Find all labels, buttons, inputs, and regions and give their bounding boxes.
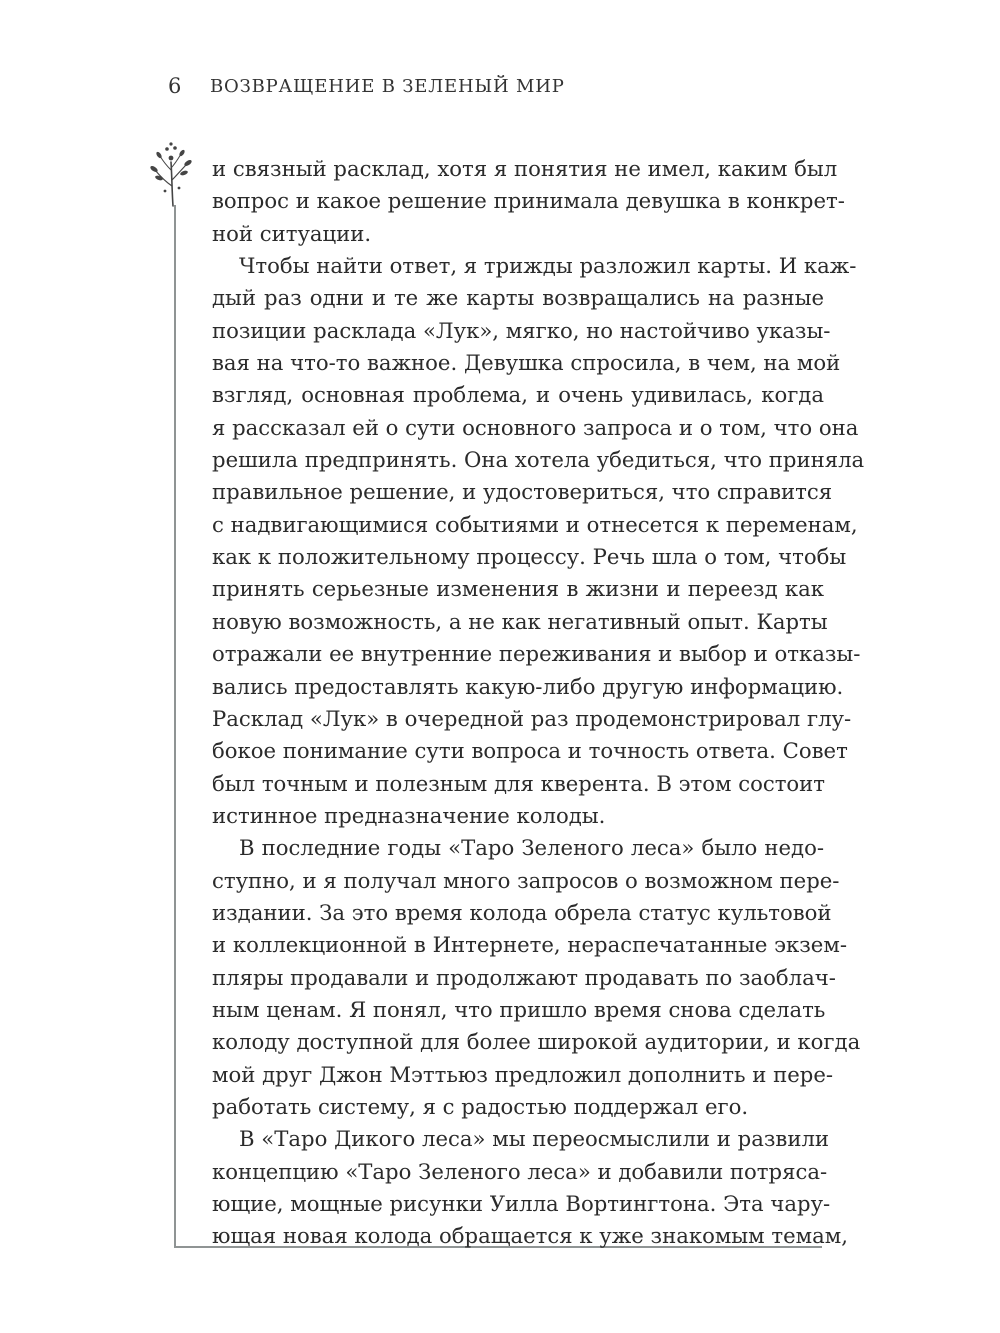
text-line: Чтобы найти ответ, я трижды разложил карты. И каж- (239, 253, 857, 279)
text-line: и коллекционной в Интернете, нераспечатанные экзем- (212, 932, 847, 958)
text-line: Расклад «Лук» в очередной раз продемонстрировал глу- (212, 705, 852, 731)
text-line: вались предоставлять какую-либо другую информацию. (212, 673, 844, 699)
text-line: В последние годы «Таро Зеленого леса» было недо- (239, 835, 824, 861)
text-line: В «Таро Дикого леса» мы переосмыслили и развили (239, 1126, 830, 1152)
text-line: и связный расклад, хотя я понятия не имел, каким был (212, 156, 838, 181)
text-line: издании. За это время колода обрела статус культовой (212, 899, 832, 925)
text-line: пляры продавали и продолжают продавать по заоблач- (212, 964, 836, 990)
sprig-icon (146, 140, 196, 208)
text-line: правильное решение, и удостовериться, что справится (212, 479, 833, 505)
text-line: решила предпринять. Она хотела убедиться, что приняла (212, 447, 865, 473)
text-line: вопрос и какое решение принимала девушка в конкрет- (212, 188, 845, 214)
text-line: колоду доступной для более широкой аудитории, и когда (212, 1029, 861, 1055)
text-line: новую возможность, а не как негативный опыт. Карты (212, 608, 828, 634)
text-line: взгляд, основная проблема, и очень удивилась, когда (212, 382, 824, 408)
text-line: ющая новая колода обращается к уже знакомым темам, (212, 1223, 848, 1249)
text-line: с надвигающимися событиями и отнесется к переменам, (212, 511, 858, 537)
text-line: я рассказал ей о сути основного запроса и о том, что она (212, 414, 859, 440)
text-line: ступно, и я получал много запросов о возможном пере- (212, 867, 840, 893)
text-line: бокое понимание сути вопроса и точность ответа. Совет (212, 738, 848, 764)
page-number: 6 (168, 74, 182, 98)
text-line: мой друг Джон Мэттьюз предложил дополнить и пере- (212, 1061, 834, 1087)
text-line: как к положительному процессу. Речь шла о том, чтобы (212, 544, 847, 570)
text-line: отражали ее внутренние переживания и выбор и отказы- (212, 641, 861, 667)
text-line: вая на что-то важное. Девушка спросила, в чем, на мой (212, 350, 841, 376)
text-line: ным ценам. Я понял, что пришло время снова сделать (212, 996, 826, 1022)
text-line: принять серьезные изменения в жизни и переезд как (212, 576, 824, 602)
text-line: дый раз одни и те же карты возвращались на разные (212, 285, 824, 311)
margin-rule-vertical (174, 205, 176, 1247)
text-line: истинное предназначение колоды. (212, 802, 606, 828)
text-line: ющие, мощные рисунки Уилла Вортингтона. Эта чару- (212, 1191, 831, 1216)
text-line: ной ситуации. (212, 220, 372, 246)
text-line: концепцию «Таро Зеленого леса» и добавили потряса- (212, 1158, 828, 1184)
running-title: ВОЗВРАЩЕНИЕ В ЗЕЛЕНЫЙ МИР (210, 76, 565, 97)
text-line: работать систему, я с радостью поддержал его. (212, 1093, 749, 1119)
text-line: позиции расклада «Лук», мягко, но настойчиво указы- (212, 317, 831, 343)
text-line: был точным и полезным для кверента. В этом состоит (212, 770, 826, 796)
body-text (212, 153, 865, 1253)
